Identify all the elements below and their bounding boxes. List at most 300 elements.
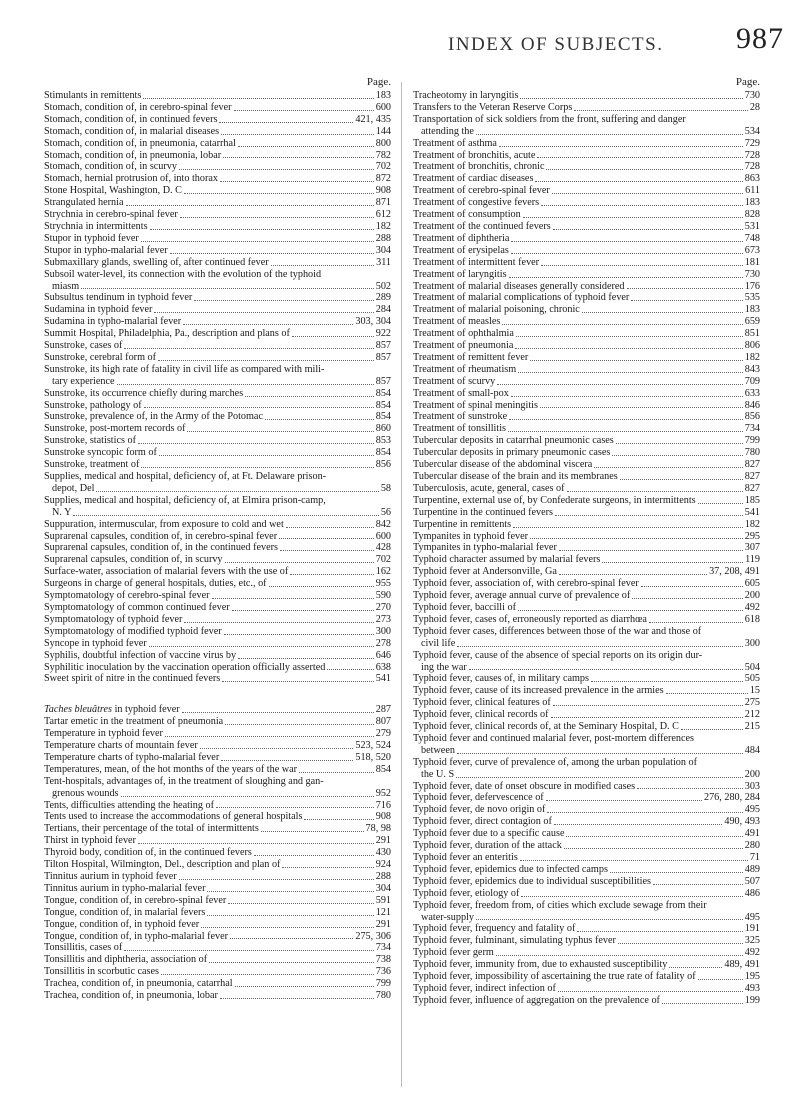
- page-reference: 300: [744, 637, 760, 649]
- dot-leader: [290, 574, 373, 575]
- dot-leader: [238, 146, 374, 147]
- entry-continuation: [413, 745, 760, 757]
- dot-leader: [653, 884, 743, 885]
- entry-text: Symptomatology of typhoid fever: [44, 613, 183, 625]
- entry-text: Sudamina in typho-malarial fever: [44, 316, 182, 328]
- entry-text: Subsultus tendinum in typhoid fever: [44, 292, 193, 304]
- index-column-left: [44, 76, 391, 1002]
- page-reference: 605: [744, 578, 760, 590]
- dot-leader: [559, 550, 743, 551]
- page-column-label: Page.: [366, 76, 391, 88]
- page-reference: 273: [375, 613, 391, 625]
- page-reference: 843: [744, 363, 760, 375]
- entry-text: grenous wounds: [52, 787, 119, 799]
- entry-text: Temperature charts of mountain fever: [44, 740, 198, 752]
- dot-leader: [200, 748, 354, 749]
- dot-leader: [541, 205, 743, 206]
- index-entry: [44, 954, 391, 966]
- page-reference: 490, 493: [724, 816, 760, 828]
- entry-text: Supplies, medical and hospital, deficiency of, at Elmira prison-camp,: [44, 494, 326, 506]
- index-entry: [413, 959, 760, 971]
- dot-leader: [612, 455, 742, 456]
- page-reference: 291: [375, 918, 391, 930]
- page-reference: 495: [744, 804, 760, 816]
- entry-text: Stomach, condition of, in pneumonia, catarrhal: [44, 137, 236, 149]
- dot-leader: [520, 860, 748, 861]
- entry-text: Strychnia in cerebro-spinal fever: [44, 209, 178, 221]
- dot-leader: [170, 253, 374, 254]
- entry-text: Suprarenal capsules, condition of, in scurvy: [44, 554, 223, 566]
- entry-text: Typhoid fever cases, differences between those of the war and those of: [413, 625, 702, 637]
- entry-text: Sunstroke, post-mortem records of: [44, 423, 186, 435]
- entry-text: Typhoid fever and continued malarial fever, post-mortem differences: [413, 732, 695, 744]
- dot-leader: [96, 491, 378, 492]
- page-reference: 854: [375, 763, 391, 775]
- page-reference: 199: [744, 994, 760, 1006]
- dot-leader: [552, 193, 743, 194]
- page-reference: 181: [744, 256, 760, 268]
- index-entry: [44, 542, 391, 554]
- index-entry: [44, 835, 391, 847]
- page-reference: 489, 491: [724, 959, 760, 971]
- index-entry: [44, 400, 391, 412]
- index-entry: [413, 888, 760, 900]
- entry-text: Surgeons in charge of general hospitals, duties, etc., of: [44, 578, 267, 590]
- index-entry: [44, 435, 391, 447]
- page-reference: 659: [744, 316, 760, 328]
- entry-text: civil life: [421, 637, 456, 649]
- index-entry: [44, 471, 391, 495]
- dot-leader: [637, 788, 743, 789]
- page-reference: 799: [375, 978, 391, 990]
- entry-text: Treatment of erysipelas: [413, 244, 509, 256]
- index-entry: [413, 388, 760, 400]
- dot-leader: [558, 991, 743, 992]
- index-entry: [44, 907, 391, 919]
- index-entry: [413, 483, 760, 495]
- index-entry: [44, 150, 391, 162]
- dot-leader: [546, 169, 742, 170]
- entry-text: Trachea, condition of, in pneumonia, catarrhal: [44, 978, 233, 990]
- entry-continuation: [44, 507, 391, 519]
- page-reference: 872: [375, 173, 391, 185]
- page-reference: 182: [375, 220, 391, 232]
- page-reference: 56: [380, 506, 391, 518]
- entry-text: Typhoid fever, immunity from, due to exhausted susceptibility: [413, 959, 668, 971]
- index-entry: [44, 740, 391, 752]
- page-reference: 185: [744, 494, 760, 506]
- index-entry: [44, 566, 391, 578]
- page-reference: 183: [744, 197, 760, 209]
- index-entry: [44, 978, 391, 990]
- dot-leader: [457, 753, 743, 754]
- entry-text: Tonsillitis in scorbutic cases: [44, 966, 160, 978]
- entry-text: Typhoid fever, influence of aggregation on the prevalence of: [413, 994, 660, 1006]
- dot-leader: [567, 491, 743, 492]
- index-entry: [44, 990, 391, 1002]
- entry-text: Treatment of scurvy: [413, 375, 496, 387]
- dot-leader: [649, 622, 743, 623]
- page-reference: 780: [744, 447, 760, 459]
- entry-text: Treatment of cerebro-spinal fever: [413, 185, 550, 197]
- dot-leader: [559, 574, 707, 575]
- entry-text: Sudamina in typhoid fever: [44, 304, 153, 316]
- index-entry: [413, 971, 760, 983]
- dot-leader: [497, 384, 742, 385]
- entry-text: water-supply: [421, 911, 474, 923]
- index-entry: [413, 138, 760, 150]
- index-entry: [44, 966, 391, 978]
- page-reference: 119: [745, 554, 760, 566]
- dot-leader: [150, 229, 374, 230]
- dot-leader: [280, 550, 374, 551]
- entry-text: Thyroid body, condition of, in the continued fevers: [44, 847, 252, 859]
- dot-leader: [618, 943, 743, 944]
- dot-leader: [184, 622, 373, 623]
- dot-leader: [220, 181, 374, 182]
- dot-leader: [698, 503, 743, 504]
- entry-text: Symptomatology of cerebro-spinal fever: [44, 590, 210, 602]
- dot-leader: [530, 538, 743, 539]
- page-reference: 489: [744, 863, 760, 875]
- entry-text: Treatment of congestive fevers: [413, 197, 540, 209]
- dot-leader: [183, 324, 353, 325]
- page-reference: 280: [744, 840, 760, 852]
- page-reference: 275: [744, 697, 760, 709]
- page-reference: 37, 208, 491: [709, 566, 760, 578]
- index-entry: [44, 662, 391, 674]
- page-reference: 854: [375, 399, 391, 411]
- entry-text: Sunstroke, statistics of: [44, 435, 136, 447]
- index-entry: [44, 138, 391, 150]
- entry-text: Strangulated hernia: [44, 197, 124, 209]
- running-title: INDEX OF SUBJECTS.: [448, 34, 664, 55]
- entry-continuation: [413, 769, 760, 781]
- dot-leader: [499, 146, 743, 147]
- index-entry: [44, 704, 391, 716]
- entry-text: Sunstroke, its occurrence chiefly during marches: [44, 387, 244, 399]
- index-entry: [44, 388, 391, 400]
- entry-text: Typhoid fever, duration of the attack: [413, 840, 562, 852]
- entry-text: Typhoid fever, epidemics due to infected camps: [413, 863, 608, 875]
- entry-text: Stomach, condition of, in scurvy: [44, 161, 177, 173]
- entry-text: Tubercular deposits in catarrhal pneumonic cases: [413, 435, 614, 447]
- index-entry: [44, 411, 391, 423]
- page-reference: 860: [375, 423, 391, 435]
- page-reference: 430: [375, 847, 391, 859]
- page-reference: 851: [744, 328, 760, 340]
- entry-text: tary experience: [52, 375, 115, 387]
- dot-leader: [662, 1003, 743, 1004]
- page-reference: 857: [375, 351, 391, 363]
- entry-text: Treatment of consumption: [413, 209, 521, 221]
- page-reference: 507: [744, 875, 760, 887]
- page-reference: 730: [744, 268, 760, 280]
- entry-text: Tongue, condition of, in malarial fevers: [44, 906, 206, 918]
- index-entry: [44, 764, 391, 776]
- page-reference: 492: [744, 947, 760, 959]
- entry-text: Typhoid fever germ: [413, 947, 494, 959]
- entry-text: Typhoid fever, date of onset obscure in modified cases: [413, 780, 636, 792]
- dot-leader: [304, 819, 373, 820]
- entry-text: ing the war: [421, 661, 467, 673]
- dot-leader: [551, 717, 743, 718]
- entry-text: Treatment of sunstroke: [413, 411, 508, 423]
- page-header: [0, 22, 800, 62]
- dot-leader: [632, 598, 742, 599]
- page-reference: 730: [744, 90, 760, 101]
- dot-leader: [286, 527, 374, 528]
- entry-text: Tonsillitis, cases of: [44, 942, 123, 954]
- entry-text: Treatment of small-pox: [413, 387, 509, 399]
- dot-leader: [299, 772, 374, 773]
- entry-text: Strychnia in intermittents: [44, 220, 148, 232]
- page-reference: 952: [375, 787, 391, 799]
- dot-leader: [535, 181, 742, 182]
- page-reference: 738: [375, 954, 391, 966]
- page-reference: 191: [744, 923, 760, 935]
- entry-text: Tongue, condition of, in cerebro-spinal fever: [44, 894, 227, 906]
- index-entry: [413, 602, 760, 614]
- dot-leader: [698, 979, 743, 980]
- entry-text: Tubercular disease of the abdominal viscera: [413, 459, 593, 471]
- page-reference: 212: [744, 709, 760, 721]
- dot-leader: [73, 515, 378, 516]
- dot-leader: [182, 712, 374, 713]
- dot-leader: [265, 419, 374, 420]
- page-reference: 304: [375, 882, 391, 894]
- page-reference: 590: [375, 590, 391, 602]
- dot-leader: [327, 669, 373, 670]
- dot-leader: [553, 229, 743, 230]
- dot-leader: [209, 962, 374, 963]
- page-reference: 287: [375, 704, 391, 716]
- dot-leader: [515, 348, 742, 349]
- index-entry: [413, 150, 760, 162]
- index-entry: [413, 614, 760, 626]
- page-reference: 922: [375, 328, 391, 340]
- dot-leader: [126, 205, 374, 206]
- entry-continuation: [413, 126, 760, 138]
- dot-leader: [81, 288, 374, 289]
- entry-text: Typhoid fever, cause of its increased prevalence in the armies: [413, 685, 664, 697]
- index-entry: [413, 542, 760, 554]
- page-reference: 857: [375, 375, 391, 387]
- dot-leader: [187, 431, 373, 432]
- entry-text: Treatment of pneumonia: [413, 340, 514, 352]
- entry-text: Typhoid fever, clinical records of, at the Seminary Hospital, D. C: [413, 721, 679, 733]
- page-reference: 734: [375, 942, 391, 954]
- dot-leader: [541, 265, 743, 266]
- index-entry: [413, 566, 760, 578]
- entry-text: Suprarenal capsules, condition of, in the continued fevers: [44, 542, 278, 554]
- section-gap: [44, 685, 391, 704]
- dot-leader: [220, 998, 374, 999]
- dot-leader: [254, 855, 374, 856]
- page-reference: 854: [375, 411, 391, 423]
- entry-text: Tonsillitis and diphtheria, association of: [44, 954, 208, 966]
- page-reference: 908: [375, 185, 391, 197]
- entry-text: Sunstroke, pathology of: [44, 399, 142, 411]
- dot-leader: [516, 336, 743, 337]
- dot-leader: [669, 967, 722, 968]
- index-entry: [413, 233, 760, 245]
- entry-text: Tongue, condition of, in typho-malarial fever: [44, 930, 229, 942]
- dot-leader: [201, 927, 374, 928]
- index-entry: [44, 590, 391, 602]
- entry-text: Sunstroke, cases of: [44, 340, 123, 352]
- dot-leader: [235, 986, 374, 987]
- index-entry: [44, 221, 391, 233]
- page-reference: 518, 520: [355, 751, 391, 763]
- italic-term: Taches bleuâtres: [44, 704, 113, 716]
- dot-leader: [631, 300, 742, 301]
- entry-text: Tongue, condition of, in typhoid fever: [44, 918, 200, 930]
- entry-text: Typhoid fever, epidemics due to individual susceptibilities: [413, 875, 651, 887]
- index-entry: [413, 459, 760, 471]
- page-reference: 162: [375, 566, 391, 578]
- entry-text: Syphilis, doubtful infection of vaccine virus by: [44, 649, 237, 661]
- page-reference: 807: [375, 716, 391, 728]
- index-entry: [413, 352, 760, 364]
- index-entry: [413, 816, 760, 828]
- page-reference: 484: [744, 744, 760, 756]
- entry-text: Typhoid fever, impossibility of ascertaining the true rate of fatality of: [413, 971, 696, 983]
- column-divider: [401, 82, 402, 1087]
- dot-leader: [271, 265, 374, 266]
- entry-text: Turpentine, external use of, by Confederate surgeons, in intermittents: [413, 494, 696, 506]
- index-entry: [413, 519, 760, 531]
- index-entry: [413, 590, 760, 602]
- page-reference: 734: [744, 423, 760, 435]
- entry-text: Sunstroke, its high rate of fatality in civil life as compared with mili-: [44, 363, 325, 375]
- dot-leader: [269, 586, 374, 587]
- index-entry: [44, 673, 391, 685]
- dot-leader: [282, 867, 373, 868]
- index-entry: [413, 935, 760, 947]
- index-entry: [413, 102, 760, 114]
- page-reference: 311: [376, 256, 391, 268]
- entry-text: Symptomatology of modified typhoid fever: [44, 625, 222, 637]
- index-entry: [413, 340, 760, 352]
- index-entry: [413, 709, 760, 721]
- page-reference: 702: [375, 554, 391, 566]
- dot-leader: [616, 443, 743, 444]
- entry-text: Tilton Hospital, Wilmington, Del., description and plan of: [44, 859, 281, 871]
- dot-leader: [124, 348, 373, 349]
- dot-leader: [509, 419, 743, 420]
- entry-text: Stomach, hernial protrusion of, into thorax: [44, 173, 219, 185]
- page-reference: 288: [375, 232, 391, 244]
- entry-text: Typhoid fever an enteritis: [413, 852, 518, 863]
- dot-leader: [165, 736, 374, 737]
- entry-continuation: [44, 483, 391, 495]
- dot-leader: [117, 384, 374, 385]
- index-entry: [44, 895, 391, 907]
- entry-text: Transportation of sick soldiers from the front, suffering and danger: [413, 113, 686, 125]
- dot-leader: [212, 598, 374, 599]
- index-entry: [413, 328, 760, 340]
- page-reference: 729: [744, 137, 760, 149]
- entry-text: Typhoid fever, clinical features of: [413, 697, 551, 709]
- index-entry: [44, 823, 391, 835]
- entry-text: Tartar emetic in the treatment of pneumonia: [44, 716, 224, 728]
- page-reference: 491: [744, 828, 760, 840]
- entry-continuation: [44, 788, 391, 800]
- entry-text: Transfers to the Veteran Reserve Corps: [413, 101, 573, 113]
- index-entry: [44, 942, 391, 954]
- page-reference: 195: [744, 971, 760, 983]
- index-entry: [413, 852, 760, 864]
- index-entry: [413, 161, 760, 173]
- page-reference: 121: [375, 906, 391, 918]
- page-reference: 828: [744, 209, 760, 221]
- page-reference: 304: [375, 244, 391, 256]
- entry-text: Typhoid fever, baccilli of: [413, 601, 516, 613]
- entry-text: Typhoid fever, curve of prevalence of, among the urban population of: [413, 756, 698, 768]
- dot-leader: [234, 110, 374, 111]
- dot-leader: [681, 729, 743, 730]
- entry-continuation: [413, 638, 760, 650]
- index-entry: [44, 269, 391, 293]
- page-reference: 523, 524: [355, 740, 391, 752]
- dot-leader: [553, 705, 743, 706]
- page-reference: 58: [380, 482, 391, 494]
- dot-leader: [124, 950, 373, 951]
- dot-leader: [207, 915, 373, 916]
- dot-leader: [511, 253, 743, 254]
- entry-text: Stimulants in remittents: [44, 90, 142, 101]
- page-reference: 176: [744, 280, 760, 292]
- index-column-right: [413, 76, 760, 1007]
- entry-text: Sunstroke, cerebral form of: [44, 351, 157, 363]
- page-reference: 291: [375, 835, 391, 847]
- page-reference: 15: [749, 685, 760, 697]
- index-entry: [413, 114, 760, 138]
- page-reference: 780: [375, 990, 391, 1002]
- index-entry: [413, 876, 760, 888]
- entry-text: Tinnitus aurium in typho-malarial fever: [44, 882, 206, 894]
- index-entry: [413, 435, 760, 447]
- dot-leader: [180, 217, 374, 218]
- entry-text: Treatment of malarial diseases generally considered: [413, 280, 625, 292]
- dot-leader: [232, 610, 374, 611]
- index-entry: [44, 800, 391, 812]
- page-reference: 600: [375, 530, 391, 542]
- dot-leader: [457, 646, 742, 647]
- dot-leader: [547, 812, 742, 813]
- page-reference: 846: [744, 399, 760, 411]
- index-entry: [413, 531, 760, 543]
- page-reference: 505: [744, 673, 760, 685]
- entry-text: Temperature in typhoid fever: [44, 728, 163, 740]
- entry-text: Stupor in typho-malarial fever: [44, 244, 168, 256]
- dot-leader: [138, 843, 374, 844]
- page-reference: 908: [375, 811, 391, 823]
- dot-leader: [513, 527, 743, 528]
- entry-text: Stomach, condition of, in malarial diseases: [44, 125, 220, 137]
- index-entry: [413, 626, 760, 650]
- page-reference: 618: [744, 613, 760, 625]
- index-entry: [44, 316, 391, 328]
- index-entry: [44, 776, 391, 800]
- page-column-label: Page.: [735, 76, 760, 88]
- dot-leader: [161, 974, 374, 975]
- index-entry: [413, 792, 760, 804]
- page-reference: 71: [749, 852, 760, 863]
- page-reference: 854: [375, 447, 391, 459]
- dot-leader: [159, 455, 374, 456]
